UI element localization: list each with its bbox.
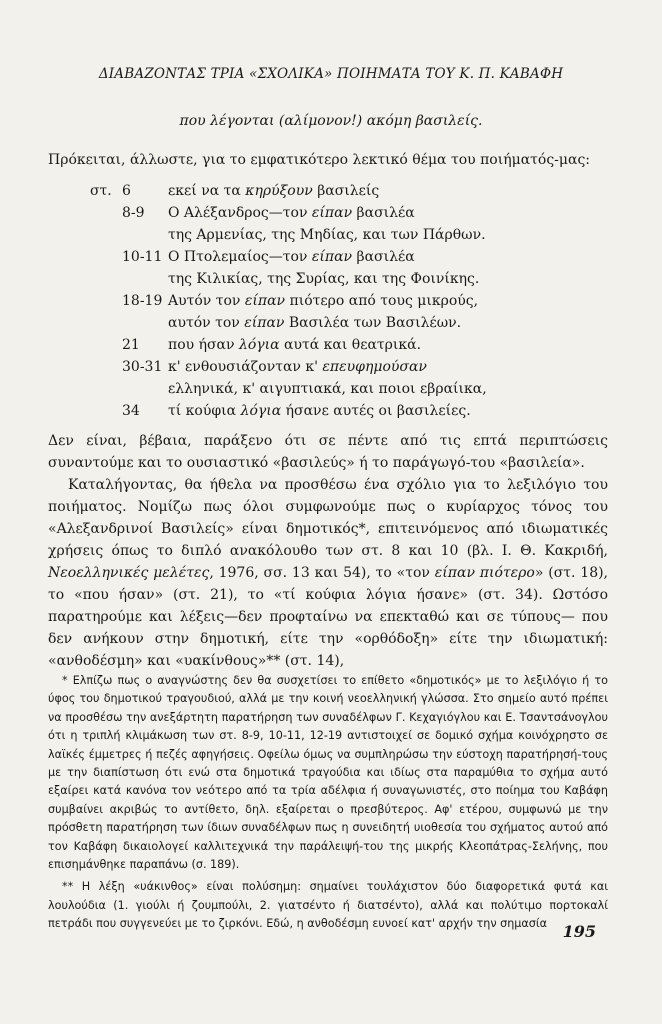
- verse-line: [90, 224, 570, 246]
- verse-line-prefix: [90, 400, 122, 422]
- footnotes: [48, 672, 608, 934]
- verse-text-plain: τί κούφια: [168, 403, 241, 419]
- lead-sentence: Πρόκειται, άλλωστε, για το εμφατικότερο λεκτικό θέμα του ποιήματός-μας:: [48, 152, 591, 168]
- verse-line-prefix: [90, 312, 122, 334]
- verse-line: [90, 180, 570, 202]
- verse-text-plain: πιότερο από τους μικρούς,: [285, 293, 479, 309]
- verse-text-italic: επευφημούσαν: [322, 359, 427, 375]
- verse-line-number: 30-31: [122, 359, 163, 375]
- verse-line: [90, 246, 570, 268]
- verse-line-number: [122, 378, 168, 400]
- verse-text-italic: είπαν: [244, 293, 286, 309]
- verse-text-italic: κηρύξουν: [245, 183, 313, 199]
- verse-text-plain: βασιλείς: [312, 183, 380, 199]
- verse-line-text: [168, 268, 570, 290]
- verse-line: [90, 268, 570, 290]
- verse-line-prefix: [90, 378, 122, 400]
- verse-line-number: [122, 312, 168, 334]
- verse-text-italic: λόγια: [240, 403, 282, 419]
- verse-line-prefix: [90, 290, 122, 312]
- quoted-verse-line: που λέγονται (αλίμονον!) ακόμη βασιλείς.: [179, 113, 483, 129]
- verse-line-prefix: [90, 246, 122, 268]
- footnote-1: * Ελπίζω πως ο αναγνώστης δεν θα συσχετίσει το επίθετο «δημοτικός» με το λεξιλόγιο ή το ύφος του δημοτικού τραγουδιού, αλλά με την κοινή νεοελληνική γλώσσα. Στο σημείο αυτό πρέπει να προσθέσω την ανεξάρτητη παρατήρηση των συναδέλφων Γ. Κεχαγιόγλου και Ε. Τσαντσάνογλου ότι η τριπλή κλιμάκωση των στ. 8-9, 10-11, 12-19 αντιστοιχεί σε δομικό σχήμα κοινόχρηστο σε λαϊκές έμμετρες ή πεζές αφηγήσεις. Οφείλω όμως να συμπληρώσω την εύστοχη παρατήρησή-τους με την διαπίστωση ότι ενώ στα δημοτικά τραγούδια και ιδίως στα παραμύθια το σχήμα αυτό εξαίρει κατά κανόνα τον νεότερο από τα τρία αδέλφια ή συναγωνιστές, στο ποίημα του Καβάφη συμβαίνει ακριβώς το αντίθετο, δηλ. εξαίρεται ο πρεσβύτερος. Αφ' ετέρου, συμφωνώ με την πρόσθετη παρατήρηση των ίδιων συναδέλφων πως η συνειδητή υιοθεσία του σχήματος αυτού από τον Καβάφη δικαιολογεί καλλιτεχνικά την παράλειψή-του της μικρής Κλεοπάτρας-Σελήνης, που επισημάνθηκε παραπάνω (σ. 189).: [48, 674, 608, 872]
- verse-text-italic: είπαν: [311, 249, 353, 265]
- verse-line-number: 18-19: [122, 293, 163, 309]
- verse-line-prefix: [90, 202, 122, 224]
- verse-line-number: 21: [122, 337, 140, 353]
- verse-text-italic: λόγια: [238, 337, 280, 353]
- paragraph-2-part-b: , 1976, σσ. 13 και 54), το «τον: [209, 565, 435, 581]
- verse-line-number: 6: [122, 183, 131, 199]
- verse-text-plain: που ήσαν: [168, 337, 239, 353]
- verse-text-italic: είπαν: [311, 205, 353, 221]
- verse-text-plain: Ο Πτολεμαίος—τον: [168, 249, 312, 265]
- verse-line-text: [168, 312, 570, 334]
- verse-line-number: 10-11: [122, 249, 163, 265]
- verse-text-plain: αυτόν τον: [168, 315, 245, 331]
- verse-line: [90, 378, 570, 400]
- page-number: 195: [562, 922, 596, 941]
- verse-line-prefix: [90, 334, 122, 356]
- verse-text-plain: αυτά και θεατρικά.: [279, 337, 422, 353]
- verse-line-number: [122, 268, 168, 290]
- book-title: Νεοελληνικές μελέτες: [48, 565, 210, 581]
- verse-line-text: [168, 334, 570, 356]
- body-text: [48, 430, 608, 672]
- running-title: ΔΙΑΒΑΖΟΝΤΑΣ ΤΡΙΑ «ΣΧΟΛΙΚΑ» ΠΟΙΗΜΑΤΑ ΤΟΥ Κ. Π. ΚΑΒΑΦΗ: [98, 66, 564, 82]
- verse-text-plain: της Κιλικίας, της Συρίας, και της Φοινίκης.: [168, 271, 480, 287]
- verse-line-text: [168, 246, 570, 268]
- footnote-2: ** Η λέξη «υάκινθος» είναι πολύσημη: σημαίνει τουλάχιστον δύο διαφορετικά φυτά και λουλούδια (1. γιούλι ή ζουμπούλι, 2. γιατσέντο ή διατσέντο), αλλά και πολύτιμο πορτοκαλί πετράδι που συγγενεύει με το ζιρκόνι. Εδώ, η ανθοδέσμη ευνοεί κατ' αρχήν την σημασία: [48, 880, 608, 931]
- verse-line-text: [168, 290, 570, 312]
- verse-text-plain: της Αρμενίας, της Μηδίας, και των Πάρθων.: [168, 227, 486, 243]
- verse-line-text: [168, 356, 570, 378]
- verse-text-italic: είπαν: [244, 315, 285, 331]
- quoted-phrase: είπαν πιότερο: [434, 565, 535, 581]
- verse-line-number: 34: [122, 403, 140, 419]
- paragraph-2-part-a: Καταλήγοντας, θα ήθελα να προσθέσω ένα σχόλιο για το λεξιλόγιο του ποιήματος. Νομίζω πως όλοι συμφωνούμε πως ο κυρίαρχος τόνος του «Αλεξανδρινοί Βασιλείς» είναι δημοτικός*, επιτεινόμενος από ιδιωματικές χρήσεις όπως το διπλό ανακόλουθο των στ. 8 και 10 (βλ. Ι. Θ. Κακριδή,: [48, 477, 608, 559]
- verse-line-text: [168, 180, 570, 202]
- verse-line-prefix: [90, 356, 122, 378]
- verse-line: [90, 356, 570, 378]
- verse-text-plain: Ο Αλέξανδρος—τον: [168, 205, 312, 221]
- paragraph-1: Δεν είναι, βέβαια, παράξενο ότι σε πέντε από τις επτά περιπτώσεις συναντούμε και το ουσιαστικό «βασιλεύς» ή το παράγωγό-του «βασιλεία».: [48, 433, 608, 471]
- verse-line-text: [168, 202, 570, 224]
- verse-line: [90, 312, 570, 334]
- verse-text-plain: βασιλέα: [352, 205, 415, 221]
- verse-line-prefix: [90, 224, 122, 246]
- verse-line-number: 8-9: [122, 205, 145, 221]
- verse-line-text: [168, 400, 570, 422]
- verse-text-plain: Αυτόν τον: [168, 293, 245, 309]
- verse-text-plain: Βασιλέα των Βασιλέων.: [284, 315, 462, 331]
- paragraph-2: [48, 474, 608, 672]
- verse-line: [90, 290, 570, 312]
- verse-text-plain: βασιλέα: [352, 249, 415, 265]
- verse-text-plain: κ' ενθουσιάζονταν κ': [168, 359, 323, 375]
- verse-line-list: [90, 180, 570, 422]
- verse-line: [90, 400, 570, 422]
- verse-line-prefix: [90, 268, 122, 290]
- verse-line-text: [168, 224, 570, 246]
- verse-line-text: [168, 378, 570, 400]
- verse-text-plain: εκεί να τα: [168, 183, 246, 199]
- verse-line: [90, 334, 570, 356]
- verse-text-plain: ελληνικά, κ' αιγυπτιακά, και ποιοι εβραίικα,: [168, 381, 487, 397]
- verse-line-number: [122, 224, 168, 246]
- verse-text-plain: ήσανε αυτές οι βασιλείες.: [281, 403, 471, 419]
- verse-line-prefix: στ.: [90, 183, 112, 199]
- paragraph-2-part-c: » (στ. 18), το «που ήσαν» (στ. 21), το «τί κούφια λόγια ήσανε» (στ. 34). Ωστόσο παρατηρούμε και λέξεις—δεν προφταίνω να επεκταθώ και σε τύπους— που δεν ανήκουν στην δημοτική, είτε την «ορθόδοξη» είτε την ιδιωματική: «ανθοδέσμη» και «υακίνθους»** (στ. 14),: [48, 565, 609, 669]
- verse-line: [90, 202, 570, 224]
